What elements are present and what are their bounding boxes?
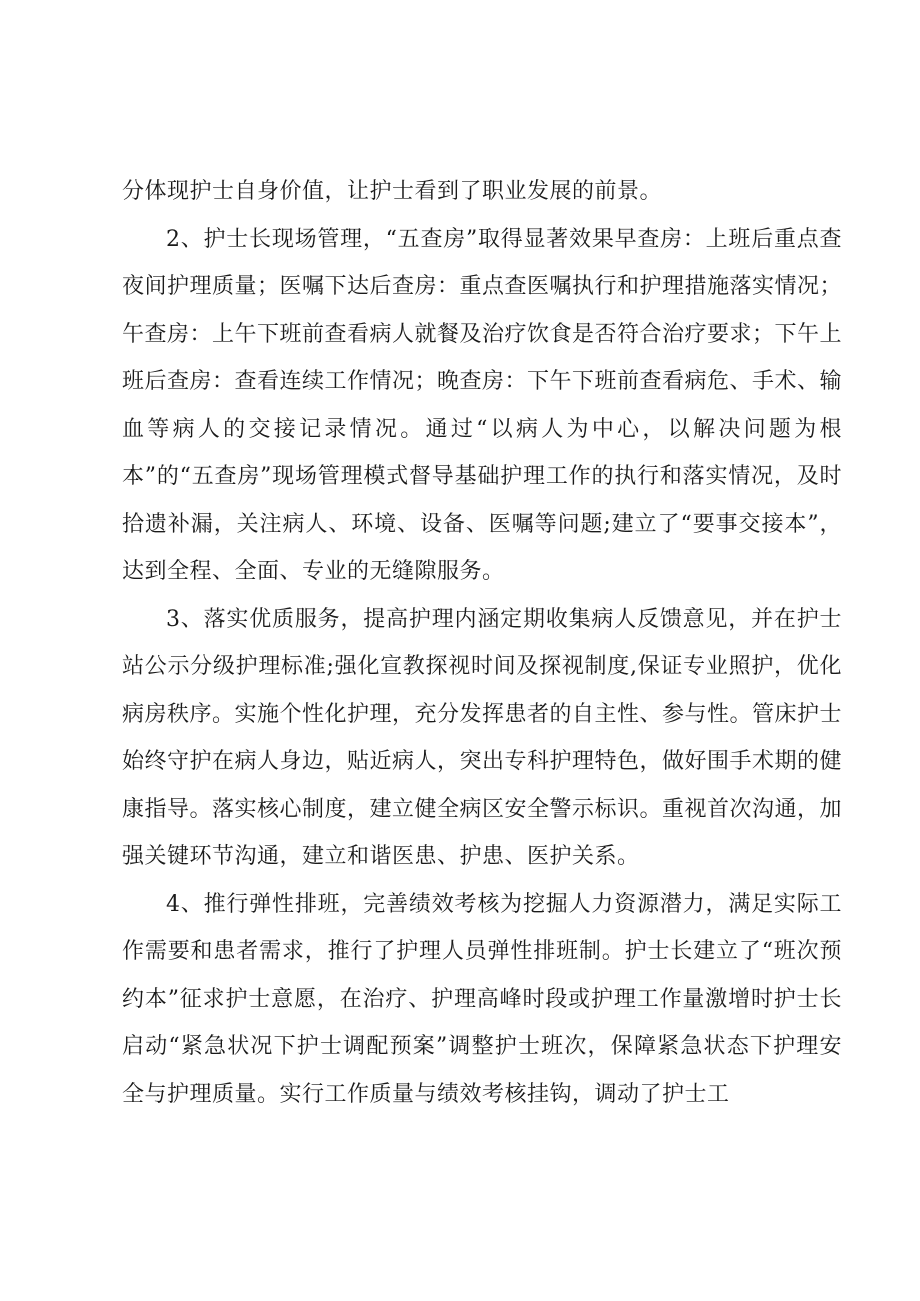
paragraph-quality-service: 3、落实优质服务，提高护理内涵定期收集病人反馈意见，并在护士站公示分级护理标准;强化宣教探视时间及探视制度,保证专业照护，优化病房秩序。实施个性化护理，充分发挥患者的自主性、参与性。管床护士始终守护在病人身边，贴近病人，突出专科护理特色，做好围手术期的健康指导。落实核心制度，建立健全病区安全警示标识。重视首次沟通，加强关键环节沟通，建立和谐医患、护患、医护关系。	[122, 606, 843, 869]
paragraph-head-nurse-rounds: 2、护士长现场管理，“五查房”取得显著效果早查房：上班后重点查夜间护理质量；医嘱下达后查房：重点查医嘱执行和护理措施落实情况；午查房：上午下班前查看病人就餐及治疗饮食是否符合治疗要求；下午上班后查房：查看连续工作情况；晚查房：下午下班前查看病危、手术、输血等病人的交接记录情况。通过“以病人为中心，以解决问题为根本”的“五查房”现场管理模式督导基础护理工作的执行和落实情况，及时拾遗补漏，关注病人、环境、设备、医嘱等问题;建立了“要事交接本”，达到全程、全面、专业的无缝隙服务。	[122, 226, 843, 584]
document-body	[122, 168, 842, 1118]
paragraph-flexible-scheduling: 4、推行弹性排班，完善绩效考核为挖掘人力资源潜力，满足实际工作需要和患者需求，推行了护理人员弹性排班制。护士长建立了“班次预约本”征求护士意愿，在治疗、护理高峰时段或护理工作量激增时护士长启动“紧急状况下护士调配预案”调整护士班次，保障紧急状态下护理安全与护理质量。实行工作质量与绩效考核挂钩，调动了护士工	[122, 891, 842, 1107]
paragraph-continuation: 分体现护士自身价值，让护士看到了职业发展的前景。	[122, 179, 663, 204]
